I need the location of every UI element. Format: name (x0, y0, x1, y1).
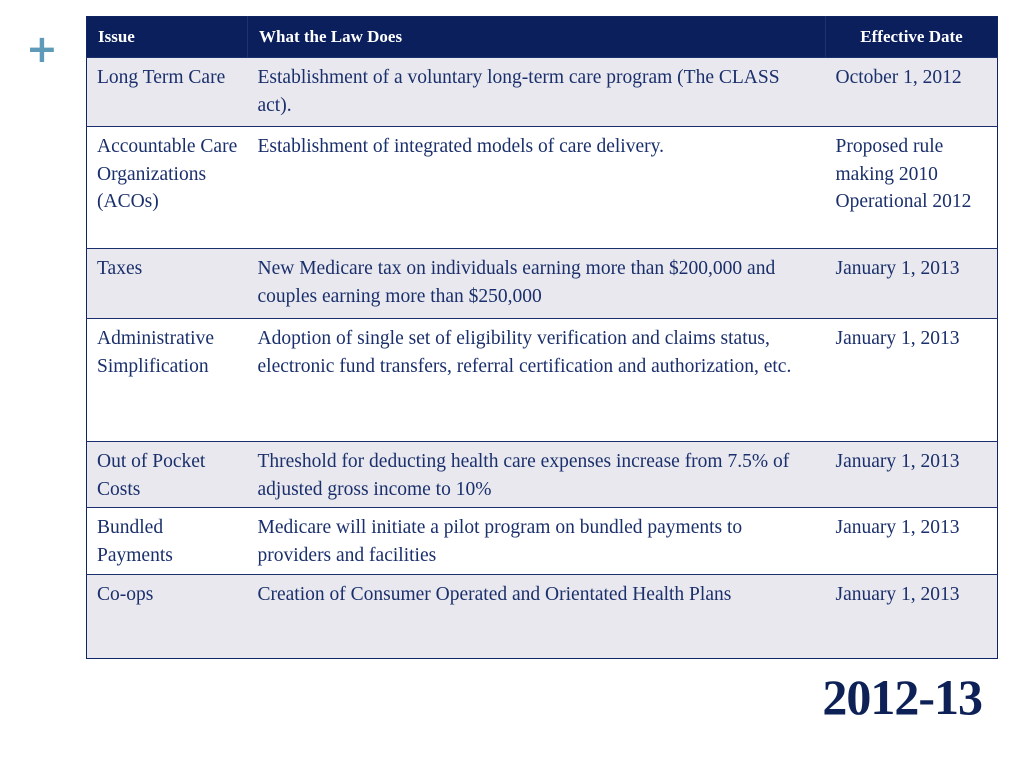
cell-what: Establishment of integrated models of care delivery. (248, 127, 826, 249)
year-range-label: 2012-13 (822, 669, 982, 725)
cell-date: Proposed rule making 2010 Operational 2012 (826, 127, 998, 249)
cell-issue: Out of Pocket Costs (87, 442, 248, 508)
cell-what: New Medicare tax on individuals earning more than $200,000 and couples earning more than $250,000 (248, 249, 826, 319)
cell-date: January 1, 2013 (826, 319, 998, 442)
cell-date: October 1, 2012 (826, 58, 998, 127)
cell-what: Medicare will initiate a pilot program on bundled payments to providers and facilities (248, 508, 826, 575)
cell-what: Creation of Consumer Operated and Orientated Health Plans (248, 575, 826, 659)
health-law-table (86, 16, 998, 659)
table-row (87, 442, 998, 508)
plus-icon: + (26, 27, 58, 71)
cell-what: Establishment of a voluntary long-term care program (The CLASS act). (248, 58, 826, 127)
table-row (87, 58, 998, 127)
cell-what: Adoption of single set of eligibility verification and claims status, electronic fund transfers, referral certification and authorization, etc. (248, 319, 826, 442)
cell-issue: Accountable Care Organizations (ACOs) (87, 127, 248, 249)
cell-issue: Co-ops (87, 575, 248, 659)
cell-date: January 1, 2013 (826, 442, 998, 508)
table-row (87, 249, 998, 319)
header-effective-date: Effective Date (826, 17, 998, 58)
table-row (87, 508, 998, 575)
table-header-row (87, 17, 998, 58)
cell-date: January 1, 2013 (826, 575, 998, 659)
header-what-the-law-does: What the Law Does (248, 17, 826, 58)
cell-issue: Administrative Simplification (87, 319, 248, 442)
cell-issue: Taxes (87, 249, 248, 319)
table-row (87, 319, 998, 442)
cell-what: Threshold for deducting health care expenses increase from 7.5% of adjusted gross income to 10% (248, 442, 826, 508)
table-row (87, 575, 998, 659)
table-row (87, 127, 998, 249)
cell-issue: Long Term Care (87, 58, 248, 127)
cell-date: January 1, 2013 (826, 249, 998, 319)
header-issue: Issue (87, 17, 248, 58)
cell-date: January 1, 2013 (826, 508, 998, 575)
cell-issue: Bundled Payments (87, 508, 248, 575)
